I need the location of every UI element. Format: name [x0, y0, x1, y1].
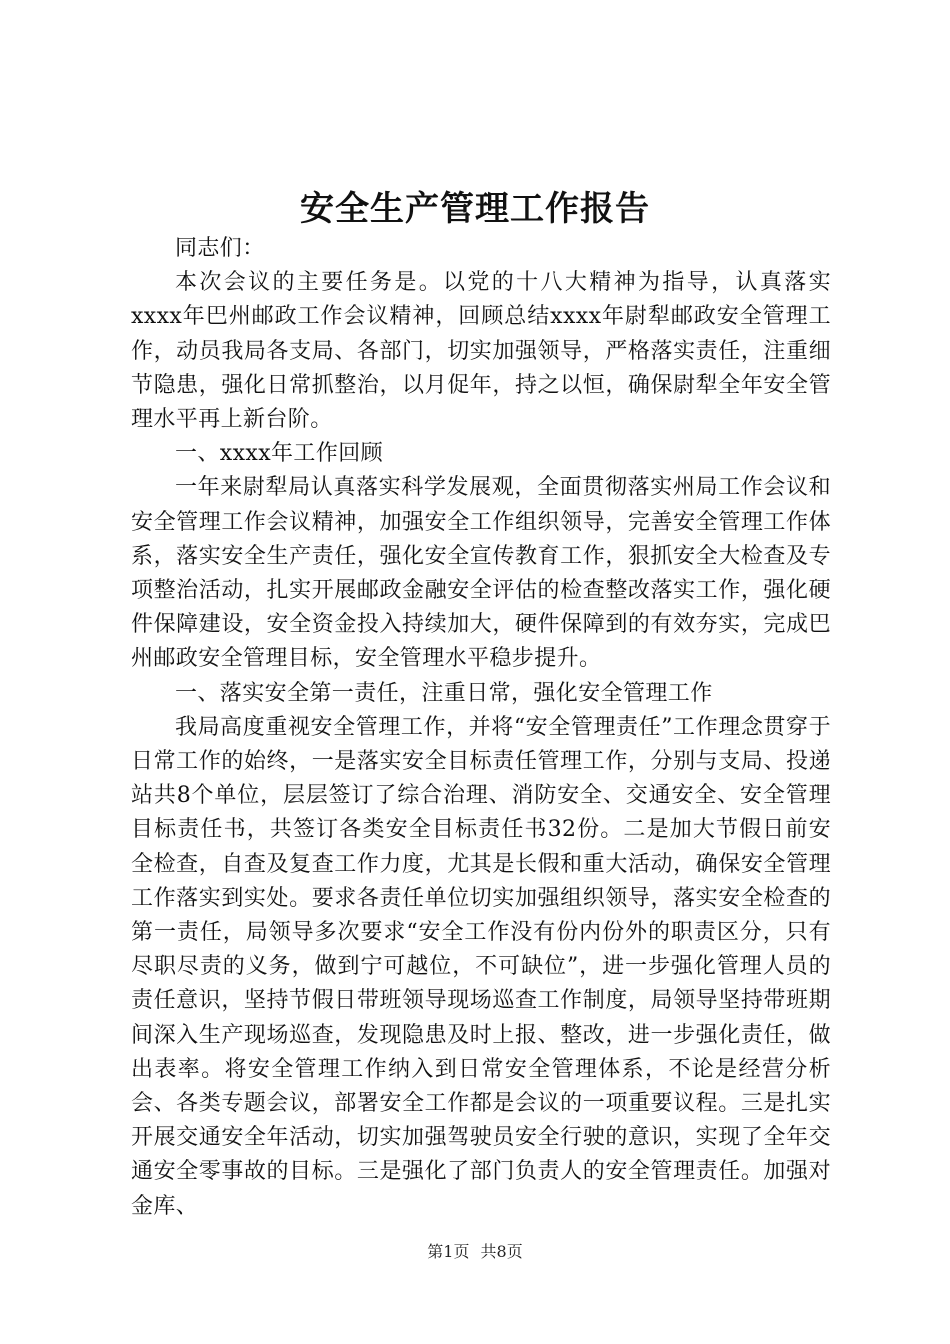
document-title: 安全生产管理工作报告	[300, 189, 650, 229]
paragraph-intro: 本次会议的主要任务是。以党的十八大精神为指导，认真落实xxxx年巴州邮政工作会议精神，回顾总结xxxx年尉犁邮政安全管理工作，动员我局各支局、各部门，切实加强领导，严格落实责任，注重细节隐患，强化日常抓整治，以月促年，持之以恒，确保尉犁全年安全管理水平再上新台阶。	[131, 270, 831, 433]
page-number: 第1页	[427, 1242, 470, 1261]
page-footer	[0, 1240, 950, 1264]
document-body	[131, 232, 831, 1224]
paragraph-responsibility: 我局高度重视安全管理工作，并将“安全管理责任”工作理念贯穿于日常工作的始终，一是落实安全目标责任管理工作，分别与支局、投递站共8个单位，层层签订了综合治理、消防安全、交通安全、安全管理目标责任书，共签订各类安全目标责任书32份。二是加大节假日前安全检查，自查及复查工作力度，尤其是长假和重大活动，确保安全管理工作落实到实处。要求各责任单位切实加强组织领导，落实安全检查的第一责任，局领导多次要求“安全工作没有份内份外的职责区分，只有尽职尽责的义务，做到宁可越位，不可缺位”，进一步强化管理人员的责任意识，坚持节假日带班领导现场巡查工作制度，局领导坚持带班期间深入生产现场巡查，发现隐患及时上报、整改，进一步强化责任，做出表率。将安全管理工作纳入到日常安全管理体系，不论是经营分析会、各类专题会议，部署安全工作都是会议的一项重要议程。三是扎实开展交通安全年活动，切实加强驾驶员安全行驶的意识，实现了全年交通安全零事故的目标。三是强化了部门负责人的安全管理责任。加强对金库、	[131, 714, 831, 1219]
section-heading-review: 一、xxxx年工作回顾	[175, 441, 384, 467]
page-total: 共8页	[480, 1242, 523, 1261]
salutation: 同志们：	[175, 236, 265, 261]
paragraph-review: 一年来尉犁局认真落实科学发展观，全面贯彻落实州局工作会议和安全管理工作会议精神，加强安全工作组织领导，完善安全管理工作体系，落实安全生产责任，强化安全宣传教育工作，狠抓安全大检查及专项整治活动，扎实开展邮政金融安全评估的检查整改落实工作，强化硬件保障建设，安全资金投入持续加大，硬件保障到的有效夯实，完成巴州邮政安全管理目标，安全管理水平稳步提升。	[131, 475, 831, 672]
section-heading-responsibility: 一、落实安全第一责任，注重日常，强化安全管理工作	[175, 680, 713, 706]
